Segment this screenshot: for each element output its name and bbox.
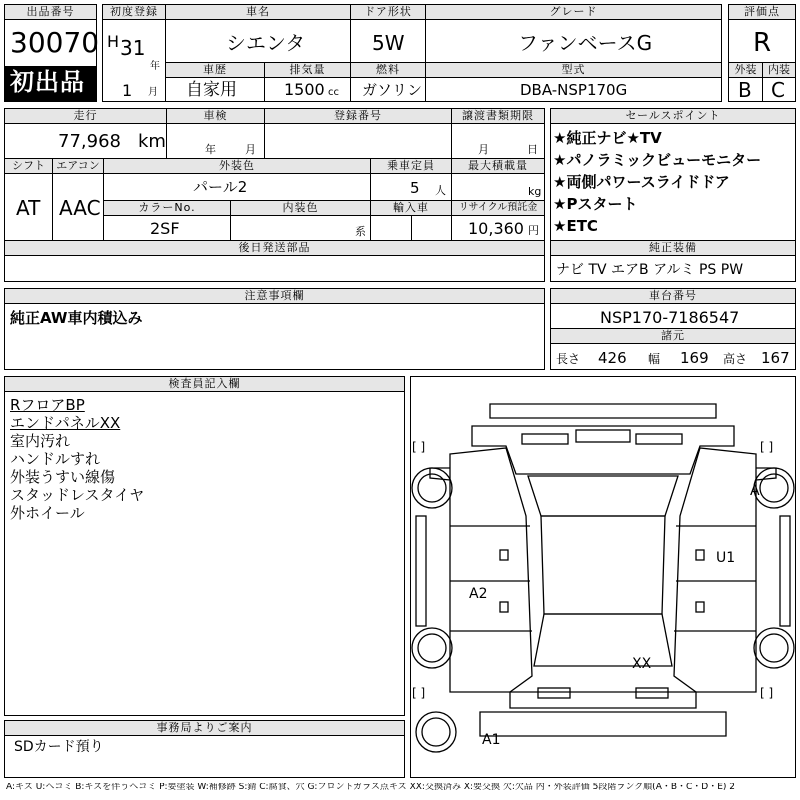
left-body xyxy=(450,448,532,692)
inspector-item: エンドパネルXX xyxy=(10,414,121,432)
reg-year: 31 xyxy=(120,36,146,60)
length-value: 426 xyxy=(598,349,627,367)
ext-color-label: 外装色 xyxy=(103,158,371,174)
inspector-item: 室内汚れ xyxy=(10,432,71,450)
max-load-label: 最大積載量 xyxy=(451,158,545,174)
door-type: 5W xyxy=(372,31,405,55)
capacity-value: 5 xyxy=(410,179,420,197)
score-label: 評価点 xyxy=(728,4,796,20)
reg-number-label: 登録番号 xyxy=(264,108,452,124)
transfer-day-unit: 日 xyxy=(527,143,538,156)
length-label: 長さ xyxy=(556,352,581,366)
ext-color-value: パール2 xyxy=(193,178,248,196)
color-no-label: カラーNo. xyxy=(103,200,231,216)
recycle-value: 10,360 xyxy=(468,219,524,238)
displacement-value: 1500 xyxy=(284,80,325,99)
mileage-unit: km xyxy=(138,131,166,152)
history-value: 自家用 xyxy=(186,80,237,100)
aircon-value: AAC xyxy=(59,196,101,220)
inspector-label: 検査員記入欄 xyxy=(4,376,405,392)
aircon-label: エアコン xyxy=(52,158,104,174)
front-grille-left xyxy=(522,434,568,444)
sales-points-list xyxy=(553,127,761,237)
inspection-year-unit: 年 xyxy=(205,143,216,156)
mileage-value: 77,968 xyxy=(58,131,121,152)
width-label: 幅 xyxy=(648,352,661,366)
chassis-value: NSP170-7186547 xyxy=(600,308,740,327)
int-color-label: 内装色 xyxy=(230,200,371,216)
capacity-unit: 人 xyxy=(435,184,446,197)
office-label: 事務局よりご案内 xyxy=(4,720,405,736)
inspector-item: スタッドレスタイヤ xyxy=(10,486,145,504)
grade: ファンベースG xyxy=(518,31,653,55)
inspection-label: 車検 xyxy=(166,108,265,124)
bracket-mark: [ ] xyxy=(760,686,774,700)
sales-point: ★ETC xyxy=(553,217,598,235)
lot-number: 30070 xyxy=(10,26,100,59)
transfer-month-unit: 月 xyxy=(478,143,489,156)
height-value: 167 xyxy=(761,349,790,367)
displacement-unit: cc xyxy=(328,87,339,98)
era: H xyxy=(107,32,120,51)
interior-grade: C xyxy=(771,78,785,102)
grade-label: グレード xyxy=(425,4,722,20)
notes-label: 注意事項欄 xyxy=(4,288,545,304)
rear-bumper xyxy=(480,712,726,736)
score-value: R xyxy=(753,28,772,58)
inspector-list xyxy=(10,396,144,522)
legend: A:キズ U:ヘコミ B:キズを伴うヘコミ P:要塗装 W:補修跡 S:錆 C:腐食、穴 G:フロントガラス点キズ XX:交換済み X:要交換 欠:欠品 内・外装評価 5段階ランク順(A・B・C・D・E) 2 xyxy=(6,783,736,792)
sales-point: ★純正ナビ★TV xyxy=(553,129,662,147)
lot-label: 出品番号 xyxy=(4,4,97,20)
car-diagram xyxy=(410,376,796,778)
max-load-unit: kg xyxy=(528,185,542,198)
damage-mark-a: A xyxy=(750,483,760,499)
sales-points-label: セールスポイント xyxy=(550,108,796,124)
inspector-item: ハンドルすれ xyxy=(10,450,101,468)
damage-mark-u1: U1 xyxy=(716,550,736,566)
car-name-label: 車名 xyxy=(165,4,351,20)
damage-mark-xx: XX xyxy=(632,656,652,672)
inspection-month-unit: 月 xyxy=(245,143,256,156)
first-reg-label: 初度登録 xyxy=(102,4,166,20)
notes-value: 純正AW車内積込み xyxy=(10,309,143,327)
sales-point: ★両側パワースライドドア xyxy=(553,173,730,191)
exterior-grade: B xyxy=(738,78,752,102)
exterior-grade-label: 外装 xyxy=(728,62,763,78)
dimensions-label: 諸元 xyxy=(550,328,796,344)
roof xyxy=(541,516,665,614)
equipment-value: ナビ TV エアB アルミ PS PW xyxy=(556,262,744,278)
reg-year-unit: 年 xyxy=(150,61,160,72)
shift-label: シフト xyxy=(4,158,53,174)
office-value: SDカード預り xyxy=(14,739,104,755)
history-label: 車歴 xyxy=(165,62,265,78)
later-parts-label: 後日発送部品 xyxy=(4,240,545,256)
shift-value: AT xyxy=(16,196,41,220)
sales-point: ★パノラミックビューモニター xyxy=(553,151,762,169)
inspector-item: RフロアBP xyxy=(10,396,85,414)
sales-point: ★Pスタート xyxy=(553,195,638,213)
recycle-label: リサイクル預託金 xyxy=(451,200,545,216)
equipment-label: 純正装備 xyxy=(550,240,796,256)
int-color-unit: 系 xyxy=(355,225,366,238)
fuel-value: ガソリン xyxy=(362,81,423,99)
rear-glass xyxy=(534,614,672,666)
door-label: ドア形状 xyxy=(350,4,426,20)
reg-month: 1 xyxy=(122,81,133,100)
front-grille-right xyxy=(636,434,682,444)
car-name: シエンタ xyxy=(226,31,306,55)
transfer-label: 譲渡書類期限 xyxy=(451,108,545,124)
interior-grade-label: 内装 xyxy=(762,62,796,78)
reg-month-unit: 月 xyxy=(148,87,158,98)
inspector-item: 外装うすい線傷 xyxy=(10,468,116,486)
mileage-label: 走行 xyxy=(4,108,167,124)
right-body xyxy=(674,448,756,692)
front-bumper xyxy=(490,404,716,418)
bracket-mark: [ ] xyxy=(412,686,426,700)
damage-mark-a1: A1 xyxy=(482,732,501,748)
model-value: DBA-NSP170G xyxy=(520,81,628,99)
damage-mark-a2: A2 xyxy=(469,586,488,602)
import-label: 輸入車 xyxy=(370,200,452,216)
displacement-label: 排気量 xyxy=(264,62,351,78)
windshield xyxy=(528,476,678,516)
recycle-unit: 円 xyxy=(528,224,539,237)
bracket-mark: [ ] xyxy=(412,440,426,454)
height-label: 高さ xyxy=(723,352,748,366)
front-grille-mid xyxy=(576,430,630,442)
inspector-item: 外ホイール xyxy=(10,504,85,522)
fuel-label: 燃料 xyxy=(350,62,426,78)
capacity-label: 乗車定員 xyxy=(370,158,452,174)
bracket-mark: [ ] xyxy=(760,440,774,454)
color-no-value: 2SF xyxy=(150,219,180,238)
width-value: 169 xyxy=(680,349,709,367)
first-listing-label: 初出品 xyxy=(10,68,85,96)
chassis-label: 車台番号 xyxy=(550,288,796,304)
model-label: 型式 xyxy=(425,62,722,78)
